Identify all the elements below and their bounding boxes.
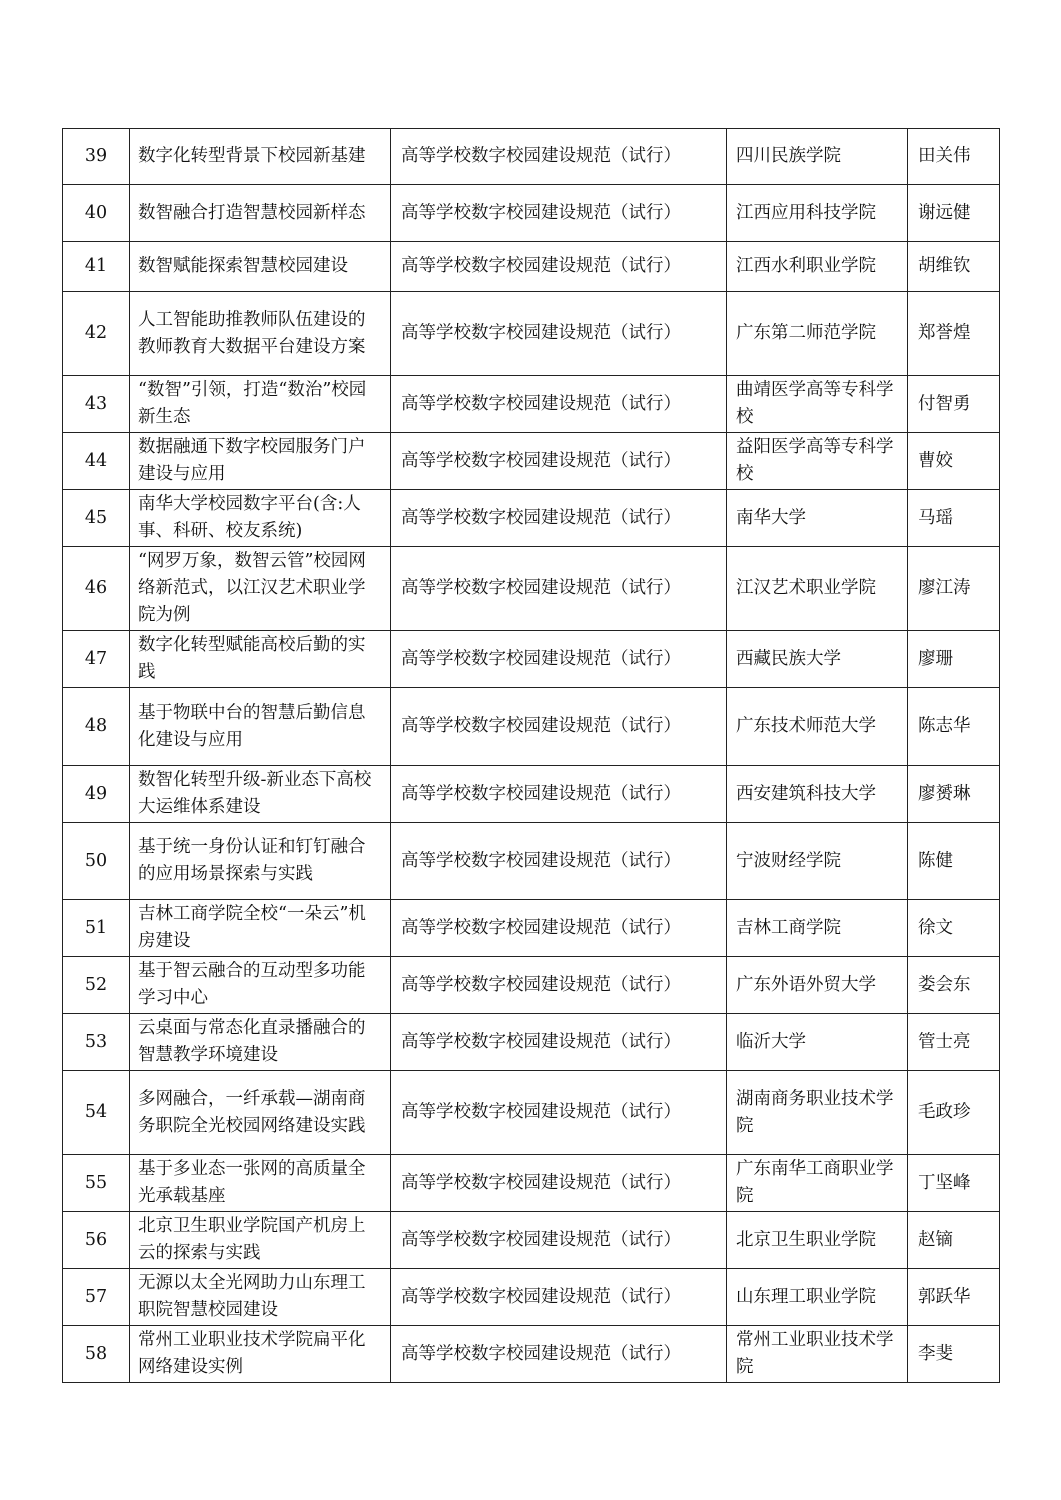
project-title: 数智赋能探索智慧校园建设: [130, 242, 391, 292]
row-number: 56: [63, 1212, 130, 1269]
table-row: [63, 1326, 1000, 1383]
person-name: 廖赟琳: [908, 766, 1000, 823]
table-row: [63, 1014, 1000, 1071]
table-row: [63, 766, 1000, 823]
person-name: 毛政珍: [908, 1071, 1000, 1155]
standard-name: 高等学校数字校园建设规范（试行）: [391, 1326, 727, 1383]
table-body: [63, 129, 1000, 1383]
row-number: 46: [63, 547, 130, 631]
standard-name: 高等学校数字校园建设规范（试行）: [391, 1269, 727, 1326]
person-name: 廖江涛: [908, 547, 1000, 631]
project-title: 数智化转型升级-新业态下高校大运维体系建设: [130, 766, 391, 823]
row-number: 51: [63, 900, 130, 957]
institution-name: 益阳医学高等专科学校: [727, 433, 908, 490]
table-row: [63, 688, 1000, 766]
project-title: 吉林工商学院全校“一朵云”机房建设: [130, 900, 391, 957]
standard-name: 高等学校数字校园建设规范（试行）: [391, 433, 727, 490]
standard-name: 高等学校数字校园建设规范（试行）: [391, 900, 727, 957]
institution-name: 广东技术师范大学: [727, 688, 908, 766]
table-row: [63, 242, 1000, 292]
person-name: 廖珊: [908, 631, 1000, 688]
standard-name: 高等学校数字校园建设规范（试行）: [391, 1014, 727, 1071]
project-title: “数智”引领，打造“数治”校园新生态: [130, 376, 391, 433]
table-row: [63, 1071, 1000, 1155]
institution-name: 曲靖医学高等专科学校: [727, 376, 908, 433]
institution-name: 湖南商务职业技术学院: [727, 1071, 908, 1155]
person-name: 郭跃华: [908, 1269, 1000, 1326]
institution-name: 四川民族学院: [727, 129, 908, 185]
standard-name: 高等学校数字校园建设规范（试行）: [391, 129, 727, 185]
person-name: 谢远健: [908, 185, 1000, 242]
person-name: 胡维钦: [908, 242, 1000, 292]
institution-name: 南华大学: [727, 490, 908, 547]
project-title: 数据融通下数字校园服务门户建设与应用: [130, 433, 391, 490]
person-name: 娄会东: [908, 957, 1000, 1014]
table-row: [63, 900, 1000, 957]
row-number: 43: [63, 376, 130, 433]
institution-name: 江西水利职业学院: [727, 242, 908, 292]
standard-name: 高等学校数字校园建设规范（试行）: [391, 376, 727, 433]
table-row: [63, 1269, 1000, 1326]
table-row: [63, 433, 1000, 490]
standard-name: 高等学校数字校园建设规范（试行）: [391, 766, 727, 823]
table-row: [63, 376, 1000, 433]
project-title: 数字化转型背景下校园新基建: [130, 129, 391, 185]
person-name: 曹姣: [908, 433, 1000, 490]
row-number: 39: [63, 129, 130, 185]
institution-name: 常州工业职业技术学院: [727, 1326, 908, 1383]
institution-name: 西藏民族大学: [727, 631, 908, 688]
standard-name: 高等学校数字校园建设规范（试行）: [391, 688, 727, 766]
row-number: 57: [63, 1269, 130, 1326]
person-name: 李斐: [908, 1326, 1000, 1383]
table-row: [63, 823, 1000, 900]
person-name: 管士亮: [908, 1014, 1000, 1071]
row-number: 42: [63, 292, 130, 376]
institution-name: 江西应用科技学院: [727, 185, 908, 242]
person-name: 付智勇: [908, 376, 1000, 433]
row-number: 49: [63, 766, 130, 823]
institution-name: 江汉艺术职业学院: [727, 547, 908, 631]
row-number: 52: [63, 957, 130, 1014]
institution-name: 西安建筑科技大学: [727, 766, 908, 823]
row-number: 40: [63, 185, 130, 242]
project-title: 北京卫生职业学院国产机房上云的探索与实践: [130, 1212, 391, 1269]
table-row: [63, 129, 1000, 185]
institution-name: 吉林工商学院: [727, 900, 908, 957]
project-title: 常州工业职业技术学院扁平化网络建设实例: [130, 1326, 391, 1383]
project-title: 数智融合打造智慧校园新样态: [130, 185, 391, 242]
table-row: [63, 1155, 1000, 1212]
standard-name: 高等学校数字校园建设规范（试行）: [391, 823, 727, 900]
project-title: 数字化转型赋能高校后勤的实践: [130, 631, 391, 688]
table-row: [63, 185, 1000, 242]
standard-name: 高等学校数字校园建设规范（试行）: [391, 547, 727, 631]
standard-name: 高等学校数字校园建设规范（试行）: [391, 292, 727, 376]
row-number: 48: [63, 688, 130, 766]
row-number: 54: [63, 1071, 130, 1155]
standard-name: 高等学校数字校园建设规范（试行）: [391, 1071, 727, 1155]
institution-name: 广东南华工商职业学院: [727, 1155, 908, 1212]
person-name: 马瑶: [908, 490, 1000, 547]
institution-name: 广东第二师范学院: [727, 292, 908, 376]
standard-name: 高等学校数字校园建设规范（试行）: [391, 490, 727, 547]
institution-name: 广东外语外贸大学: [727, 957, 908, 1014]
standard-name: 高等学校数字校园建设规范（试行）: [391, 631, 727, 688]
project-title: 无源以太全光网助力山东理工职院智慧校园建设: [130, 1269, 391, 1326]
project-title: 基于智云融合的互动型多功能学习中心: [130, 957, 391, 1014]
institution-name: 临沂大学: [727, 1014, 908, 1071]
institution-name: 宁波财经学院: [727, 823, 908, 900]
project-title: 多网融合，一纤承载—湖南商务职院全光校园网络建设实践: [130, 1071, 391, 1155]
institution-name: 山东理工职业学院: [727, 1269, 908, 1326]
person-name: 赵镝: [908, 1212, 1000, 1269]
table-row: [63, 292, 1000, 376]
row-number: 58: [63, 1326, 130, 1383]
standard-name: 高等学校数字校园建设规范（试行）: [391, 957, 727, 1014]
person-name: 徐文: [908, 900, 1000, 957]
standard-name: 高等学校数字校园建设规范（试行）: [391, 185, 727, 242]
submissions-table: [62, 128, 1000, 1383]
table-row: [63, 490, 1000, 547]
standard-name: 高等学校数字校园建设规范（试行）: [391, 1212, 727, 1269]
standard-name: 高等学校数字校园建设规范（试行）: [391, 1155, 727, 1212]
row-number: 45: [63, 490, 130, 547]
row-number: 55: [63, 1155, 130, 1212]
person-name: 陈健: [908, 823, 1000, 900]
project-title: “网罗万象，数智云管”校园网络新范式，以江汉艺术职业学院为例: [130, 547, 391, 631]
person-name: 郑誉煌: [908, 292, 1000, 376]
row-number: 47: [63, 631, 130, 688]
row-number: 44: [63, 433, 130, 490]
table-row: [63, 1212, 1000, 1269]
row-number: 41: [63, 242, 130, 292]
person-name: 田关伟: [908, 129, 1000, 185]
institution-name: 北京卫生职业学院: [727, 1212, 908, 1269]
project-title: 南华大学校园数字平台(含:人事、科研、校友系统): [130, 490, 391, 547]
project-title: 基于物联中台的智慧后勤信息化建设与应用: [130, 688, 391, 766]
standard-name: 高等学校数字校园建设规范（试行）: [391, 242, 727, 292]
table-row: [63, 957, 1000, 1014]
project-title: 基于多业态一张网的高质量全光承载基座: [130, 1155, 391, 1212]
person-name: 丁坚峰: [908, 1155, 1000, 1212]
row-number: 53: [63, 1014, 130, 1071]
person-name: 陈志华: [908, 688, 1000, 766]
row-number: 50: [63, 823, 130, 900]
project-title: 基于统一身份认证和钉钉融合的应用场景探索与实践: [130, 823, 391, 900]
project-title: 人工智能助推教师队伍建设的教师教育大数据平台建设方案: [130, 292, 391, 376]
table-row: [63, 631, 1000, 688]
project-title: 云桌面与常态化直录播融合的智慧教学环境建设: [130, 1014, 391, 1071]
table-row: [63, 547, 1000, 631]
